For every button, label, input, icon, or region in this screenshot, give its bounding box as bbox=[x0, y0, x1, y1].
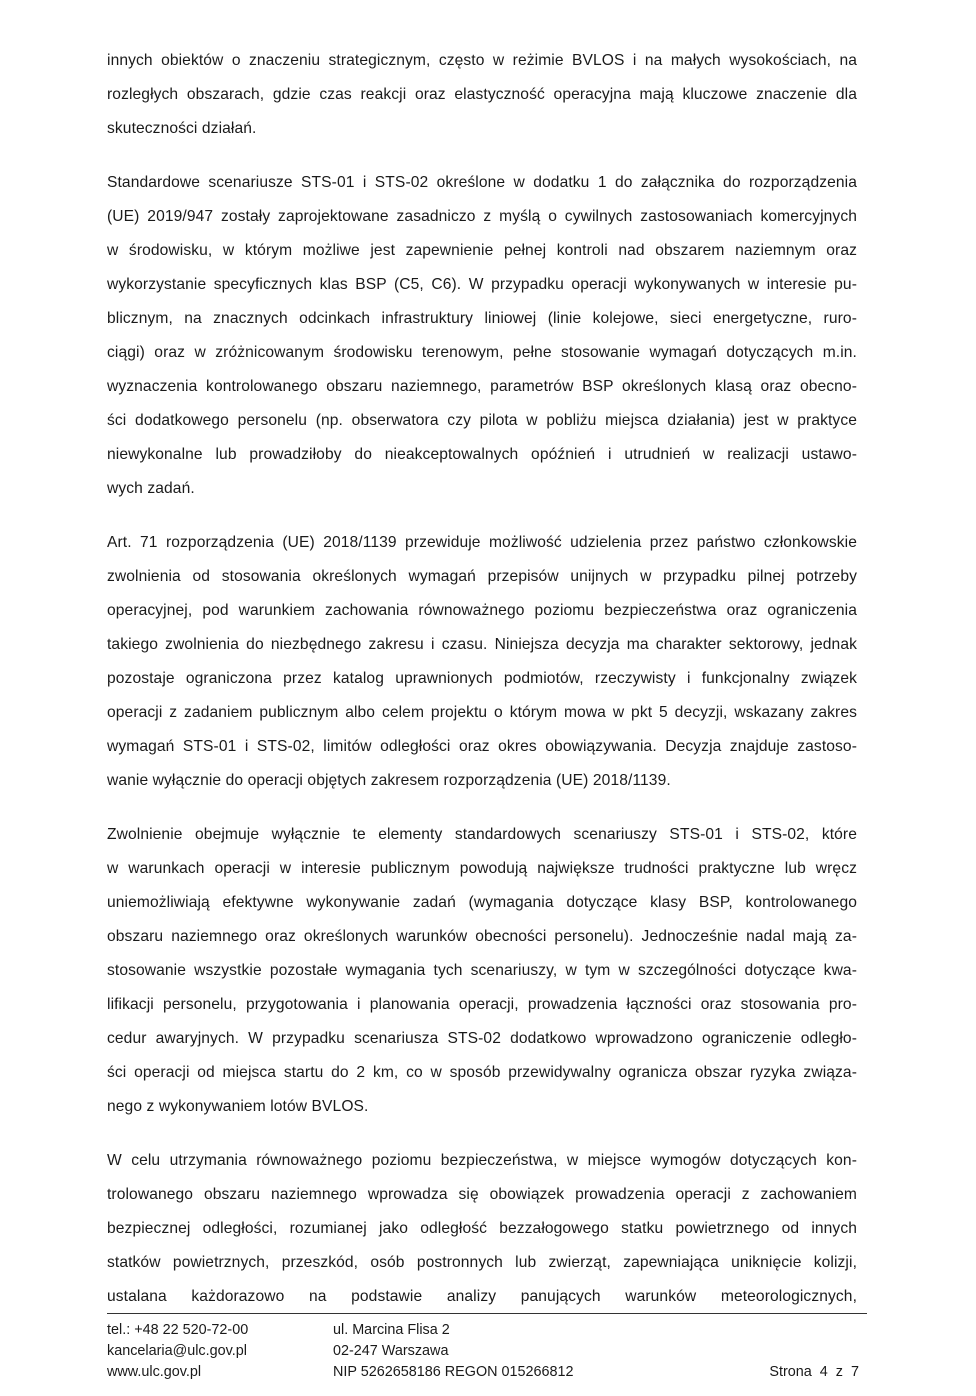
page-footer bbox=[107, 1320, 867, 1390]
text-line: w warunkach operacji w interesie publicznym powodują największe trudności praktyczne lub wręcz bbox=[107, 860, 857, 877]
paragraph-4 bbox=[107, 818, 857, 1124]
text-line: ciągi) oraz w zróżnicowanym środowisku terenowym, pełne stosowanie wymagań dotyczących m.in. bbox=[107, 344, 857, 361]
text-line: Zwolnienie obejmuje wyłącznie te elementy standardowych scenariuszy STS-01 i STS-02, które bbox=[107, 826, 857, 843]
footer-ids: NIP 5262658186 REGON 015266812 bbox=[333, 1364, 574, 1380]
text-line: ści operacji od miejsca startu do 2 km, co w sposób przewidywalny ogranicza obszar ryzyka związa- bbox=[107, 1064, 857, 1081]
text-line: statków powietrznych, przeszkód, osób postronnych lub zwierząt, zapewniająca uniknięcie kolizji, bbox=[107, 1254, 857, 1271]
footer-page-number bbox=[769, 1362, 859, 1383]
paragraph-2 bbox=[107, 166, 857, 506]
text-line: wyznaczenia kontrolowanego obszaru naziemnego, parametrów BSP określonych klasą oraz obecno- bbox=[107, 378, 857, 395]
text-line: rozległych obszarach, gdzie czas reakcji oraz elastyczność operacyjna mają kluczowe znaczenie dla bbox=[107, 86, 857, 103]
text-line: nego z wykonywaniem lotów BVLOS. bbox=[107, 1098, 369, 1115]
paragraph-1 bbox=[107, 44, 857, 146]
footer-phone: tel.: +48 22 520-72-00 bbox=[107, 1322, 249, 1338]
text-line: niewykonalne lub prowadziłoby do nieakceptowalnych opóźnień i utrudnień w realizacji ustawo- bbox=[107, 446, 857, 463]
text-line: wykorzystanie specyficznych klas BSP (C5, C6). W przypadku operacji wykonywanych w interesie pu- bbox=[107, 276, 857, 293]
text-line: lifikacji personelu, przygotowania i planowania operacji, prowadzenia łączności oraz stosowania pro- bbox=[107, 996, 857, 1013]
text-line: operacyjnej, pod warunkiem zachowania równoważnego poziomu bezpieczeństwa oraz ograniczenia bbox=[107, 602, 857, 619]
text-line: skuteczności działań. bbox=[107, 120, 257, 137]
footer-postal: 02-247 Warszawa bbox=[333, 1343, 449, 1359]
paragraph-3 bbox=[107, 526, 857, 798]
text-line: W celu utrzymania równoważnego poziomu bezpieczeństwa, w miejsce wymogów dotyczących kon- bbox=[107, 1152, 857, 1169]
text-line: (UE) 2019/947 zostały zaprojektowane zasadniczo z myślą o cywilnych zastosowaniach komercyjnych bbox=[107, 208, 857, 225]
text-line: blicznym, na znacznych odcinkach infrastruktury liniowej (linie kolejowe, sieci energetyczne, ruro- bbox=[107, 310, 857, 327]
text-line: cedur awaryjnych. W przypadku scenariusza STS-02 dodatkowo wprowadzono ograniczenie odległo- bbox=[107, 1030, 857, 1047]
text-line: stosowanie wszystkie pozostałe wymagania tych scenariuszy, w tym w szczególności dotyczące kwa- bbox=[107, 962, 857, 979]
text-line: zwolnienia od stosowania określonych wymagań przepisów unijnych w przypadku pilnej potrzeby bbox=[107, 568, 857, 585]
text-line: takiego zwolnienia do niezbędnego zakresu i czasu. Niniejsza decyzja ma charakter sektorowy, jednak bbox=[107, 636, 857, 653]
footer-contact bbox=[107, 1320, 248, 1383]
document-body bbox=[107, 44, 857, 1334]
text-line: wych zadań. bbox=[107, 480, 195, 497]
text-line: bezpiecznej odległości, rozumianej jako odległość bezzałogowego statku powietrznego od innych bbox=[107, 1220, 857, 1237]
text-line: Art. 71 rozporządzenia (UE) 2018/1139 przewiduje możliwość udzielenia przez państwo członkowskie bbox=[107, 534, 857, 551]
text-line: obszaru naziemnego oraz określonych warunków obecności personelu). Jednocześnie nadal mają za- bbox=[107, 928, 857, 945]
text-line: ści dodatkowego personelu (np. obserwatora czy pilota w pobliżu miejsca działania) jest w praktyce bbox=[107, 412, 857, 429]
text-line: innych obiektów o znaczeniu strategicznym, często w reżimie BVLOS i na małych wysokościach, na bbox=[107, 52, 857, 69]
text-line: Standardowe scenariusze STS-01 i STS-02 określone w dodatku 1 do załącznika do rozporządzenia bbox=[107, 174, 857, 191]
text-line: w środowisku, w którym możliwe jest zapewnienie pełnej kontroli nad obszarem naziemnym oraz bbox=[107, 242, 857, 259]
text-line: operacji z zadaniem publicznym albo celem projektu o którym mowa w pkt 5 decyzji, wskazany zakres bbox=[107, 704, 857, 721]
text-line: uniemożliwiają efektywne wykonywanie zadań (wymagania dotyczące klasy BSP, kontrolowanego bbox=[107, 894, 857, 911]
paragraph-5 bbox=[107, 1144, 857, 1314]
footer-address bbox=[333, 1320, 574, 1383]
text-line: trolowanego obszaru naziemnego wprowadza się obowiązek prowadzenia operacji z zachowaniem bbox=[107, 1186, 857, 1203]
text-line: pozostaje ograniczona przez katalog uprawnionych podmiotów, rzeczywisty i funkcjonalny związek bbox=[107, 670, 857, 687]
text-line: wanie wyłącznie do operacji objętych zakresem rozporządzenia (UE) 2018/1139. bbox=[107, 772, 671, 789]
footer-street: ul. Marcina Flisa 2 bbox=[333, 1322, 450, 1338]
text-line: wymagań STS-01 i STS-02, limitów odległości oraz okres obowiązywania. Decyzja znajduje zastoso- bbox=[107, 738, 857, 755]
footer-divider bbox=[107, 1313, 867, 1314]
footer-website: www.ulc.gov.pl bbox=[107, 1364, 202, 1380]
footer-email: kancelaria@ulc.gov.pl bbox=[107, 1343, 247, 1359]
text-line: ustalana każdorazowo na podstawie analizy panujących warunków meteorologicznych, bbox=[107, 1288, 857, 1305]
page-number: Strona 4 z 7 bbox=[769, 1364, 859, 1380]
